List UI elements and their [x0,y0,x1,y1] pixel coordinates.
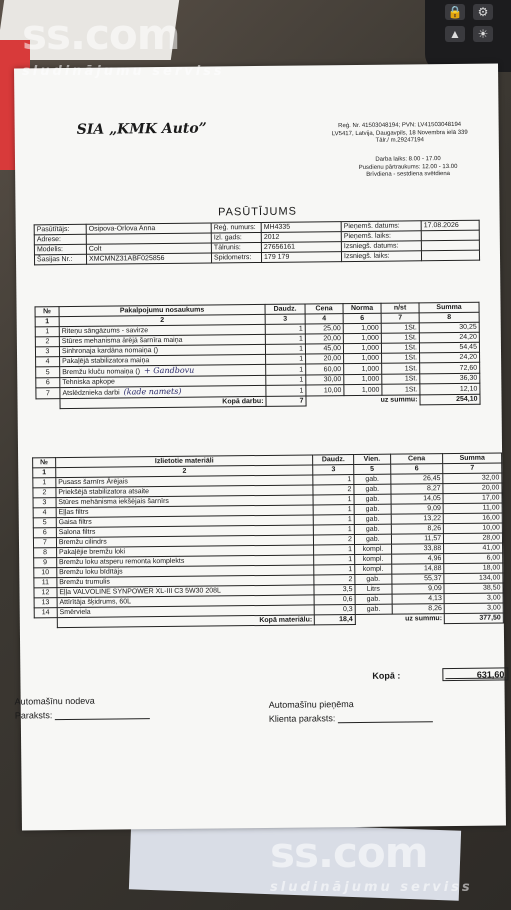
qty-cell: 0,3 [315,605,356,615]
row-number: 3 [35,347,59,357]
price-cell: 4,13 [392,594,445,605]
watermark-tagline: sludinājumu serviss [270,880,473,895]
issue-time-value [421,250,479,261]
reg-line: Tālr./ m.29247194 [375,137,425,144]
price-cell: 14,88 [391,564,444,575]
material-name: Smērviela [57,605,315,618]
index-cell: 1 [33,468,56,478]
materials-total-qty: 18,4 [315,615,356,625]
grand-total-label: Kopā : [372,670,401,681]
index-cell: 8 [419,312,479,323]
row-number: 12 [34,588,57,598]
car-key-remote [425,0,511,72]
unit-cell: gab. [354,504,391,514]
hours-line: Pusdienu pārtraukums: 12.00 - 13.00 [358,163,458,171]
sum-cell: 30,25 [419,322,479,333]
services-total-label: Kopā darbu: [60,396,266,408]
row-number: 4 [33,508,56,518]
row-number: 2 [33,488,56,498]
sum-cell: 28,00 [444,533,503,544]
qty-cell: 0,6 [314,595,355,605]
row-number: 6 [33,528,56,538]
row-number: 1 [33,478,56,488]
qty-cell: 1 [314,545,355,555]
material-name: Bremžu loku bīdītājs [57,565,315,578]
watermark-tagline: sludinājumu serviss [22,64,225,79]
col-unit: Vien. [354,454,391,464]
sum-cell: 17,00 [443,493,502,504]
norm-cell: 1,000 [343,323,381,333]
material-name: Attīrītāja šķidrums, 60L [57,595,315,608]
sign-label: Paraksts: [14,710,53,721]
row-number: 7 [36,388,60,399]
row-number: 7 [33,538,56,548]
hours-line: Brīvdiena - sestdiena svētdiena [366,170,451,178]
service-name: Pakaļējā stabilizatora maiņa [62,357,150,366]
service-name: Sinhronaja kardāna nomaiņa () [61,347,159,356]
index-cell: 6 [390,464,443,475]
col-norm: Norma [343,303,381,313]
norm-cell: 1,000 [344,374,382,384]
norm-cell: 1,000 [343,333,381,343]
price-cell: 25,00 [305,324,343,334]
grand-total-value: 631,60 [442,667,508,681]
materials-table [32,452,504,628]
hours-line: Darba laiks: 8.00 - 17.00 [375,156,441,163]
price-cell: 30,00 [306,375,344,385]
col-qty: Daudz. [313,455,354,465]
unit-cell: gab. [354,534,391,544]
unit-cell: 1St. [382,353,420,363]
row-number: 1 [35,327,59,337]
price-cell: 20,00 [306,354,344,364]
material-name: Gaisa filtrs [56,515,314,528]
reg-line: LV5417, Latvija, Daugavpils, 18 Novembra ielā 339 [331,129,468,137]
unit-cell: gab. [354,474,391,484]
norm-cell: 1,000 [343,343,381,353]
col-sum: Summa [443,453,502,464]
sum-cell: 134,00 [444,573,503,584]
reg-line: Reģ. Nr. 41503048194; PVN: LV41503048194 [338,121,462,130]
unit-cell: gab. [355,574,392,584]
row-number: 13 [34,598,57,608]
services-table [35,302,481,410]
qty-cell: 1 [314,565,355,575]
index-cell: 2 [56,465,314,478]
unit-cell: gab. [354,524,391,534]
services-sum-label: uz summu: [380,396,418,404]
year-label: Izl. gads: [211,232,261,243]
client-value: Osipova-Orlova Anna [86,223,211,234]
receive-time-label: Pieņemš. laiks: [341,231,421,242]
light-icon: ☀ [473,26,493,42]
material-name: Bremžu trumulis [57,575,315,588]
sum-cell: 38,50 [444,583,503,594]
receive-date-value: 17.08.2026 [421,220,479,231]
unit-cell: Litrs [355,584,392,594]
index-cell: 7 [443,463,502,474]
unit-cell: 1St. [381,323,419,333]
row-number: 11 [34,578,57,588]
material-name: Pusass šarnīrs Ārējais [56,475,314,488]
qty-cell: 3,5 [314,585,355,595]
sum-cell: 16,00 [443,513,502,524]
trunk-icon: ▲ [445,26,465,42]
material-name: Bremžu cilindrs [56,535,314,548]
row-number: 2 [35,337,59,347]
norm-cell: 1,000 [344,353,382,363]
client-label: Pasūtītājs: [34,224,86,235]
sum-cell: 72,60 [420,362,480,374]
col-price: Cena [305,304,343,314]
vin-value: XMCMNZ31ABF025856 [86,253,211,264]
qty-cell: 1 [266,385,306,396]
materials-sum-total: 377,50 [444,613,503,624]
handover-signature [15,709,150,720]
unit-cell: 1St. [382,374,420,384]
index-cell: 5 [354,464,391,474]
vin-label: Šasijas Nr.: [34,254,86,265]
qty-cell: 2 [314,535,355,545]
qty-cell: 1 [266,375,306,385]
material-name: Pakaļējie bremžu loki [56,545,314,558]
handwritten-note: (kade namets) [123,386,182,397]
index-cell: 6 [343,313,381,323]
qty-cell: 2 [314,575,355,585]
col-no: № [33,458,56,468]
col-unit: n/st [381,303,419,313]
index-cell: 4 [305,314,343,324]
address-label: Adrese: [34,234,86,245]
unit-cell: gab. [354,514,391,524]
sum-cell: 41,00 [444,543,503,554]
index-cell: 3 [313,465,354,475]
reg-number-label: Reģ. numurs: [211,222,261,233]
qty-cell: 1 [265,334,305,344]
qty-cell: 1 [314,525,355,535]
sum-cell: 24,20 [420,352,480,363]
client-signature [269,712,433,724]
material-name: Salona filtrs [56,525,314,538]
qty-cell: 1 [266,364,306,375]
qty-cell: 2 [313,485,354,495]
row-number: 6 [36,378,60,388]
client-sign-label: Klienta paraksts: [268,713,336,724]
services-sum-total: 254,10 [420,394,480,405]
col-material-name: Izlietotie materiāli [55,455,313,468]
sum-cell: 54,45 [419,342,479,353]
material-name: Bremžu loku atsperu remonta komplekts [56,555,314,568]
sum-cell: 36,30 [420,373,480,384]
sum-cell: 24,20 [419,332,479,343]
price-cell: 11,57 [391,534,444,545]
order-document [14,63,506,830]
receive-date-label: Pieņemš. datums: [341,221,421,232]
sum-cell: 20,00 [443,483,502,494]
index-cell: 3 [265,314,305,324]
price-cell: 14,05 [391,494,444,505]
qty-cell: 1 [314,515,355,525]
price-cell: 33,88 [391,544,444,555]
unit-cell: kompl. [355,554,392,564]
row-number: 10 [34,568,57,578]
materials-total-label: Kopā materiālu: [57,615,315,628]
service-name: Stūres mehanisma ārējā šarnīra maiņa [61,336,183,346]
price-cell: 20,00 [305,334,343,344]
material-name: Eļļa VALVOLINE SYNPOWER XL-III C3 5W30 208L [57,585,315,598]
handover-label: Automašīnu nodeva [14,695,95,707]
company-name: SIA „KMK Auto” [76,120,207,138]
unit-cell: kompl. [354,544,391,554]
price-cell: 10,00 [306,385,344,396]
index-cell: 7 [381,313,419,323]
qty-cell: 1 [266,354,306,364]
customer-table [34,220,480,266]
index-cell: 2 [59,314,265,326]
service-name: Riteņu sāngāzums - savirze [61,327,149,336]
norm-cell: 1,000 [344,384,382,395]
col-sum: Summa [419,302,479,313]
phone-label: Tālrunis: [211,242,261,253]
receive-time-value [421,230,479,241]
price-cell: 8,26 [392,604,445,615]
qty-cell: 1 [314,555,355,565]
year-value: 2012 [261,232,341,243]
issue-time-label: Izsniegš. laiks: [341,251,421,262]
gear-icon: ⚙ [473,4,493,20]
service-name: Tehniska apkope [62,378,115,387]
issue-date-label: Izsniegš. datums: [341,241,421,252]
row-number: 4 [36,357,60,367]
price-cell: 8,26 [391,524,444,535]
issue-date-value [421,240,479,251]
service-name: Bremžu kluču nomaiņa () [62,368,141,377]
norm-cell: 1,000 [344,363,382,374]
services-total-qty: 7 [266,396,306,406]
index-cell: 1 [35,317,59,327]
qty-cell: 1 [314,505,355,515]
phone-value: 27656161 [261,242,341,253]
unit-cell: gab. [354,494,391,504]
unit-cell: gab. [355,594,392,604]
row-number: 14 [34,608,57,618]
company-details [315,122,485,146]
sum-cell: 12,10 [420,383,480,395]
odometer-value: 179 179 [261,252,341,263]
watermark-logo: ss.com [22,10,180,59]
col-no: № [35,307,59,317]
price-cell: 55,37 [392,574,445,585]
document-title: PASŪTĪJUMS [218,205,298,219]
row-number: 5 [33,518,56,528]
unit-cell: 1St. [382,363,420,374]
qty-cell: 1 [265,344,305,354]
unit-cell: 1St. [382,384,420,395]
material-name: Stūres mehānisma iekšējais šarnīrs [56,495,314,508]
price-cell: 9,09 [391,504,444,515]
row-number: 8 [34,548,57,558]
col-service-name: Pakalpojumu nosaukums [59,304,265,316]
handwritten-note: + Gandbovu [143,365,195,376]
reg-number-value: MH4335 [261,222,341,233]
odometer-label: Spidometrs: [211,252,261,263]
sum-cell: 18,00 [444,563,503,574]
price-cell: 60,00 [306,364,344,375]
service-name: Atslēdznieka darbi [62,389,120,398]
sum-cell: 6,00 [444,553,503,564]
unit-cell: 1St. [381,333,419,343]
price-cell: 4,96 [391,554,444,565]
accept-label: Automašīnu pieņēma [268,699,354,710]
row-number: 9 [34,558,57,568]
price-cell: 26,45 [390,474,443,485]
col-qty: Daudz. [265,304,305,314]
qty-cell: 1 [313,475,354,485]
qty-cell: 1 [265,324,305,334]
watermark-logo: ss.com [270,828,428,877]
price-cell: 45,00 [305,344,343,354]
lock-icon: 🔒 [445,4,465,20]
unit-cell: 1St. [381,343,419,353]
sum-cell: 3,00 [444,603,503,614]
sum-cell: 3,00 [444,593,503,604]
material-name: Priekšējā stabilizatora atsaite [56,485,314,498]
sum-cell: 11,00 [443,503,502,514]
signature-line [338,714,433,723]
price-cell: 8,27 [391,484,444,495]
sum-cell: 32,00 [443,473,502,484]
sum-cell: 10,00 [444,523,503,534]
row-number: 5 [36,367,60,378]
unit-cell: gab. [355,604,392,614]
model-value: Colt [86,243,211,254]
row-number: 3 [33,498,56,508]
price-cell: 13,22 [391,514,444,525]
materials-sum-label: uz summu: [405,615,443,623]
price-cell: 9,09 [392,584,445,595]
material-name: Eļļas filtrs [56,505,314,518]
col-price: Cena [390,454,443,465]
unit-cell: gab. [354,484,391,494]
unit-cell: kompl. [355,564,392,574]
model-label: Modelis: [34,244,86,255]
signature-line [55,711,150,720]
working-hours [333,156,483,180]
qty-cell: 1 [313,495,354,505]
